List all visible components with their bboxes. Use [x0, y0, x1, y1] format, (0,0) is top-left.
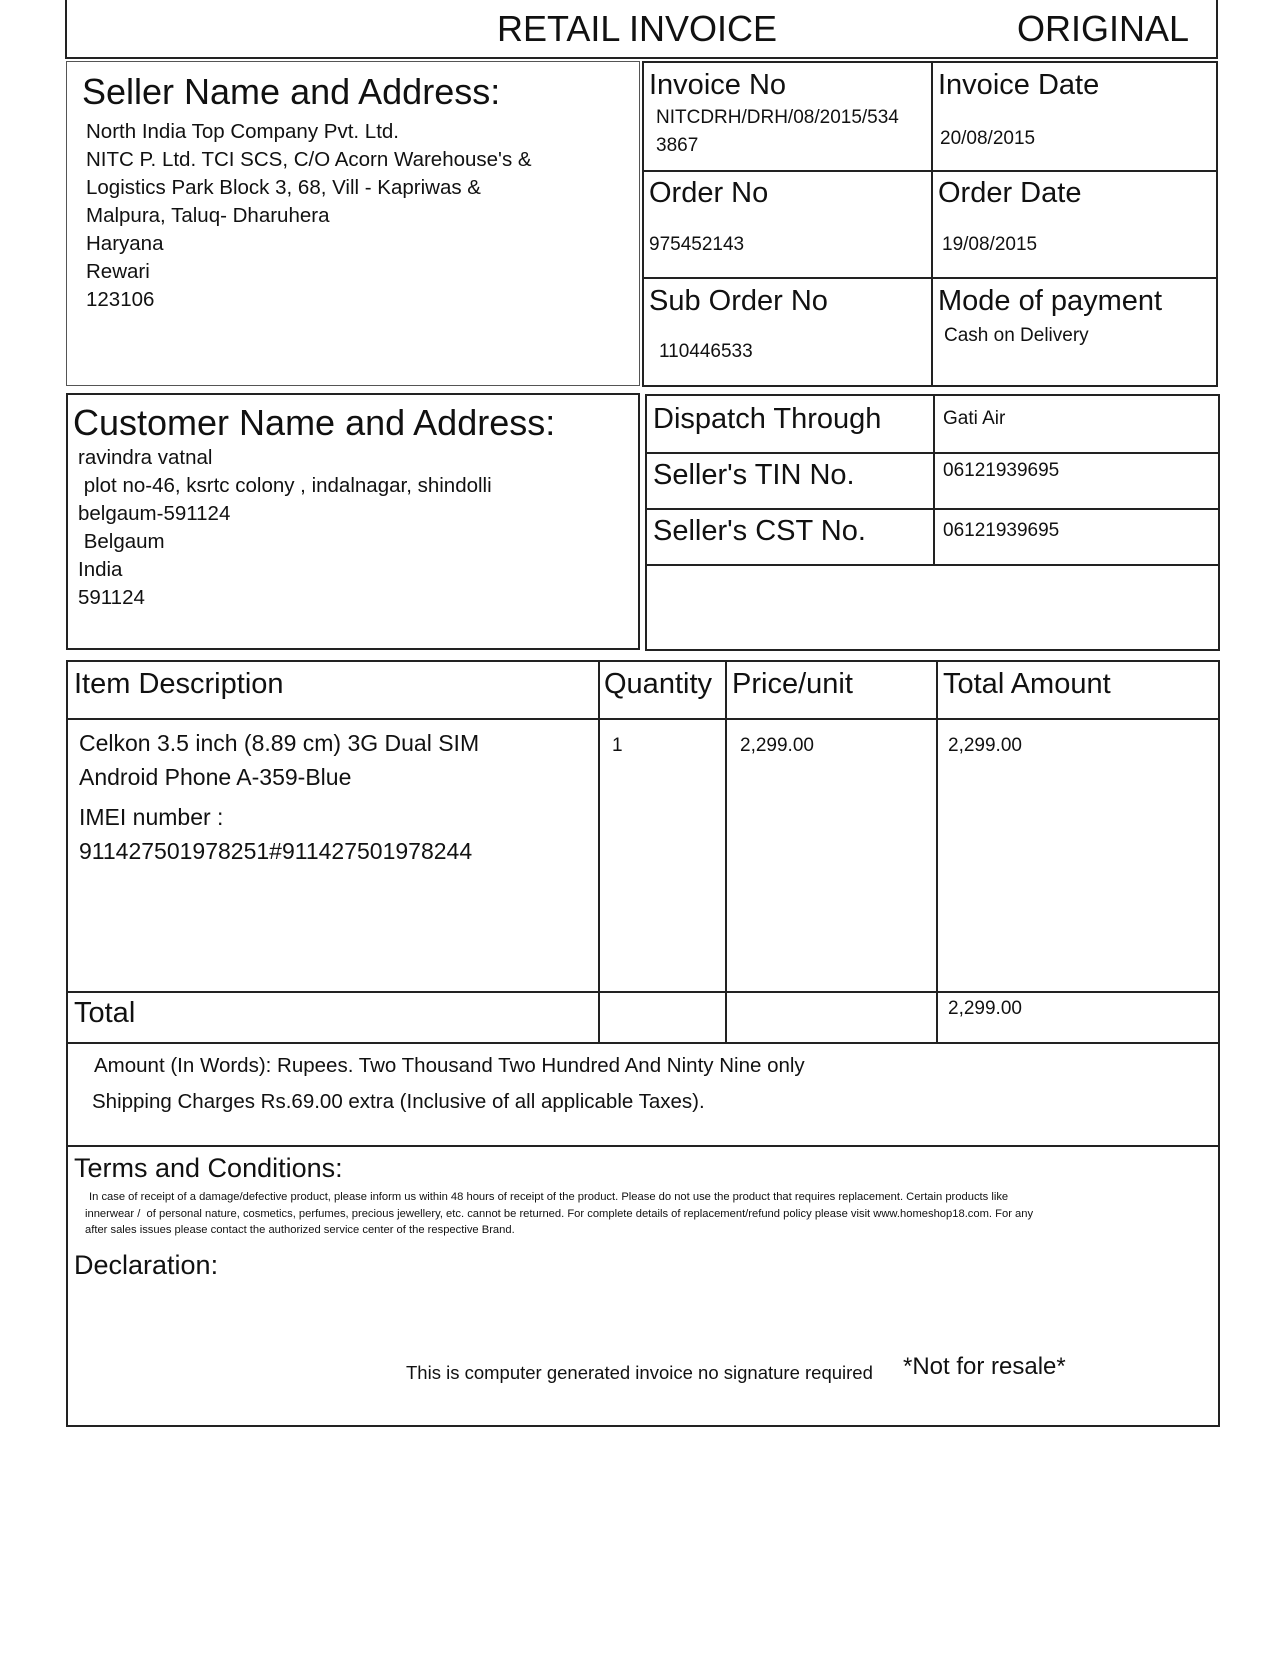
- not-for-resale: *Not for resale*: [903, 1353, 1066, 1380]
- col-header-description: Item Description: [74, 668, 284, 700]
- order-no-value: 975452143: [649, 234, 745, 255]
- invoice-no-label: Invoice No: [649, 69, 787, 101]
- col-header-quantity: Quantity: [604, 668, 712, 700]
- invoice-header: [65, 0, 1218, 59]
- invoice-info-grid: [642, 61, 1218, 387]
- amount-box: [66, 1042, 1220, 1147]
- sub-order-no-label: Sub Order No: [649, 285, 828, 317]
- customer-box: [66, 393, 640, 650]
- seller-tin-label: Seller's TIN No.: [653, 459, 855, 491]
- seller-line: Rewari: [86, 260, 150, 283]
- seller-line: Haryana: [86, 232, 164, 255]
- invoice-no-line1: NITCDRH/DRH/08/2015/534: [656, 107, 899, 128]
- seller-line: NITC P. Ltd. TCI SCS, C/O Acorn Warehouse's &: [86, 148, 532, 171]
- payment-mode-value: Cash on Delivery: [944, 325, 1089, 346]
- item-description: [79, 726, 479, 868]
- declaration-note: This is computer generated invoice no signature required: [406, 1362, 873, 1383]
- item-quantity: 1: [612, 735, 623, 756]
- seller-line: North India Top Company Pvt. Ltd.: [86, 120, 399, 143]
- item-imei-label: IMEI number :: [79, 804, 224, 830]
- customer-heading: Customer Name and Address:: [73, 402, 556, 443]
- col-header-price: Price/unit: [732, 668, 853, 700]
- terms-line: In case of receipt of a damage/defective product, please inform us within 48 hours of receipt of the product. Please do not use the product that requires replacement. Certain products like: [89, 1191, 1009, 1203]
- items-table: [66, 660, 1220, 1044]
- customer-line: ravindra vatnal: [78, 446, 213, 469]
- item-total: 2,299.00: [948, 735, 1022, 756]
- seller-line: 123106: [86, 288, 155, 311]
- invoice-copy-label: ORIGINAL: [1017, 8, 1190, 49]
- dispatch-label: Dispatch Through: [653, 403, 882, 435]
- invoice-no-line2: 3867: [656, 135, 699, 156]
- declaration-heading: Declaration:: [74, 1250, 219, 1280]
- terms-text: [85, 1189, 1210, 1239]
- item-price: 2,299.00: [740, 735, 814, 756]
- seller-line: Malpura, Taluq- Dharuhera: [86, 204, 330, 227]
- terms-box: [66, 1145, 1220, 1427]
- invoice-date-label: Invoice Date: [938, 69, 1100, 101]
- terms-heading: Terms and Conditions:: [74, 1153, 343, 1183]
- seller-heading: Seller Name and Address:: [82, 71, 501, 112]
- seller-tin-value: 06121939695: [943, 460, 1060, 481]
- customer-line: plot no-46, ksrtc colony , indalnagar, shindolli: [78, 474, 492, 497]
- dispatch-grid: [645, 394, 1220, 651]
- item-imei-value: 911427501978251#911427501978244: [79, 838, 473, 864]
- seller-box: [66, 61, 640, 386]
- terms-line: innerwear / of personal nature, cosmetics, perfumes, precious jewellery, etc. cannot be returned. For complete details of replacement/refund policy please visit www.homeshop18.com. For any: [85, 1207, 1034, 1220]
- customer-address: [78, 444, 492, 612]
- order-date-value: 19/08/2015: [942, 234, 1038, 255]
- terms-line: after sales issues please contact the authorized service center of the respective Brand.: [85, 1224, 515, 1236]
- dispatch-value: Gati Air: [943, 408, 1006, 429]
- total-label: Total: [74, 997, 136, 1029]
- seller-address: [86, 118, 532, 314]
- customer-line: 591124: [78, 586, 145, 609]
- seller-cst-label: Seller's CST No.: [653, 515, 866, 547]
- shipping-charges: Shipping Charges Rs.69.00 extra (Inclusive of all applicable Taxes).: [92, 1090, 705, 1113]
- order-date-label: Order Date: [938, 177, 1082, 209]
- item-name-line: Celkon 3.5 inch (8.89 cm) 3G Dual SIM: [79, 730, 480, 756]
- seller-cst-value: 06121939695: [943, 520, 1060, 541]
- total-value: 2,299.00: [948, 998, 1022, 1019]
- invoice-title: RETAIL INVOICE: [497, 8, 778, 49]
- customer-line: India: [78, 558, 123, 581]
- amount-in-words: Amount (In Words): Rupees. Two Thousand Two Hundred And Ninty Nine only: [94, 1054, 805, 1077]
- sub-order-no-value: 110446533: [659, 341, 753, 362]
- order-no-label: Order No: [649, 177, 769, 209]
- item-name-line: Android Phone A-359-Blue: [79, 764, 352, 790]
- payment-mode-label: Mode of payment: [938, 285, 1163, 317]
- customer-line: Belgaum: [78, 530, 165, 553]
- col-header-total: Total Amount: [943, 668, 1111, 700]
- customer-line: belgaum-591124: [78, 502, 231, 525]
- seller-line: Logistics Park Block 3, 68, Vill - Kapriwas &: [86, 176, 481, 199]
- invoice-date-value: 20/08/2015: [940, 128, 1036, 149]
